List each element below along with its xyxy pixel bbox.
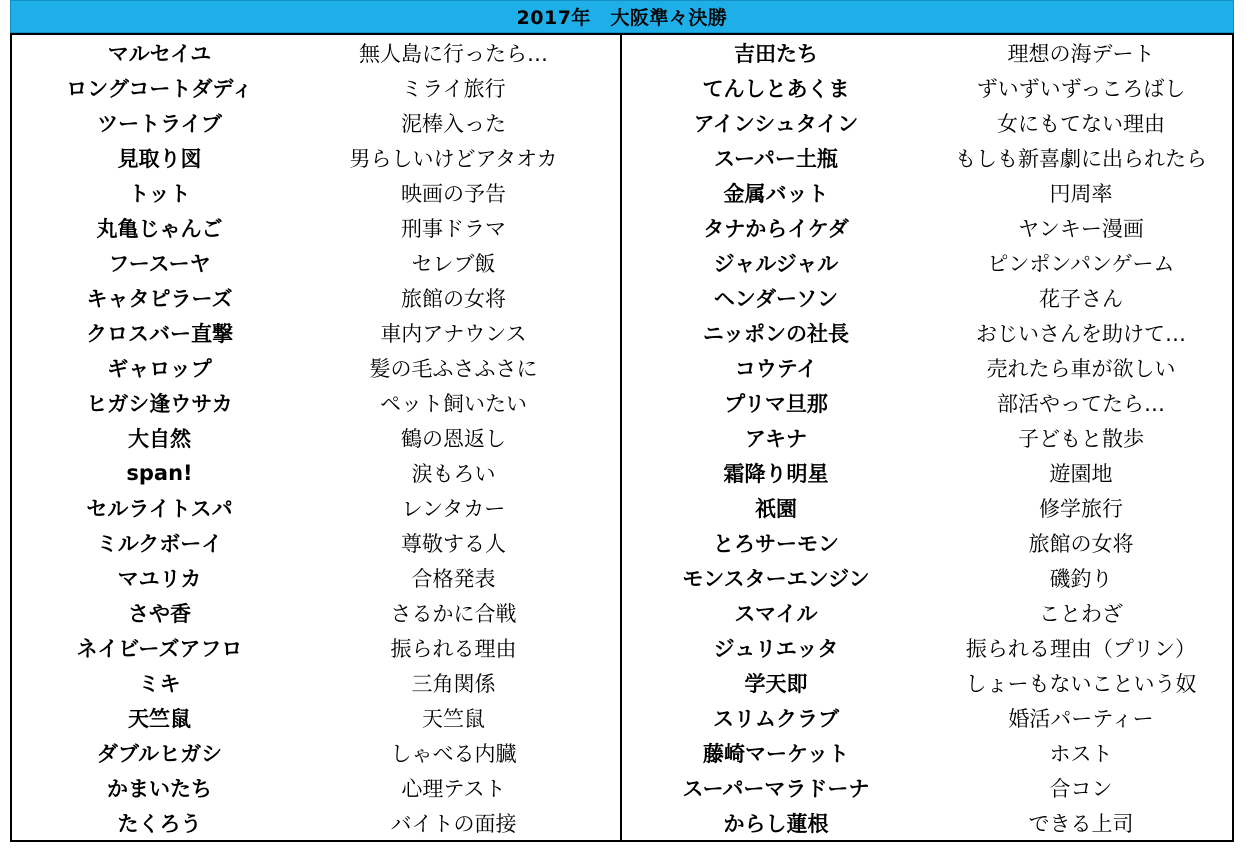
table-row [622,735,1232,770]
neta-theme: 円周率 [1049,181,1113,206]
neta-theme: 磯釣り [1049,566,1113,591]
neta-theme: 婚活パーティー [1008,706,1154,731]
combi-name: 霜降り明星 [723,461,829,486]
combi-name: ロングコートダディ [66,76,253,101]
neta-theme: 売れたら車が欲しい [986,356,1176,381]
table-row [622,770,1232,805]
combi-name: たくろう [117,811,202,836]
table-row [12,805,620,840]
combi-name: ダブルヒガシ [96,741,223,766]
combi-name: ヒガシ逢ウサカ [86,391,233,416]
combi-name: 大自然 [128,426,191,451]
neta-theme: ピンポンパンゲーム [987,251,1175,276]
combi-name: ニッポンの社長 [702,321,850,346]
table-right-half [622,35,1232,840]
neta-theme: 刑事ドラマ [401,216,506,241]
table-row [12,630,620,665]
table-row [622,455,1232,490]
sheet-title: 2017年 大阪準々決勝 [10,0,1234,33]
table-row [622,700,1232,735]
combi-name: スリムクラブ [712,706,839,731]
table-row [622,420,1232,455]
neta-theme: 涙もろい [411,461,496,486]
neta-theme: ヤンキー漫画 [1018,216,1144,241]
neta-theme: ずいずいずっころばし [976,76,1186,101]
combi-name: ジャルジャル [713,251,839,276]
neta-theme: 天竺鼠 [422,706,485,731]
neta-theme: 男らしいけどアタオカ [349,146,558,171]
table-row [12,735,620,770]
neta-theme: 合コン [1049,776,1113,801]
neta-theme: おじいさんを助けて… [975,321,1186,346]
neta-theme: ことわざ [1038,601,1123,626]
combi-name: かまいたち [107,776,212,801]
table-row [622,105,1232,140]
neta-theme: ペット飼いたい [380,391,527,416]
table-row [12,175,620,210]
combi-name: 丸亀じゃんご [96,216,223,241]
table-row [12,770,620,805]
combi-name: アインシュタイン [693,111,859,136]
combi-name: ミキ [138,671,181,696]
neta-theme: 尊敬する人 [401,531,506,556]
table-left-half [12,35,622,840]
neta-theme: 子どもと散歩 [1017,426,1144,451]
combi-name: プリマ旦那 [724,391,828,416]
table-row [12,210,620,245]
table-row [622,245,1232,280]
neta-theme: 部活やってたら… [996,391,1165,416]
neta-theme: バイトの面接 [390,811,517,836]
combi-name: トット [128,181,191,206]
neta-theme: 修学旅行 [1038,496,1123,521]
table-row [622,630,1232,665]
neta-theme: ホスト [1049,741,1113,766]
combi-name: マルセイユ [107,41,212,66]
combi-name: クロスバー直撃 [86,321,233,346]
table-row [622,665,1232,700]
neta-theme: 鶴の恩返し [401,426,506,451]
neta-theme: 女にもてない理由 [996,111,1165,136]
table-row [622,805,1232,840]
table-row [12,315,620,350]
table-row [12,490,620,525]
neta-theme: 車内アナウンス [380,321,527,346]
neta-theme: 遊園地 [1049,461,1113,486]
table-row [622,280,1232,315]
combi-name: モンスターエンジン [682,566,870,591]
neta-theme: できる上司 [1028,811,1134,836]
combi-name: マユリカ [117,566,202,591]
table-row [622,350,1232,385]
table-row [622,560,1232,595]
table-row [622,35,1232,70]
table-row [12,420,620,455]
combi-name: ネイビーズアフロ [76,636,243,661]
combi-name: 天竺鼠 [128,706,191,731]
combi-name: さや香 [128,601,191,626]
table-row [622,315,1232,350]
neta-theme: 無人島に行ったら… [359,41,548,66]
neta-theme: 泥棒入った [401,111,506,136]
table-row [12,560,620,595]
combi-name: キャタピラーズ [86,286,233,311]
table-row [622,490,1232,525]
results-sheet [10,0,1234,842]
table-row [622,140,1232,175]
neta-theme: しょーもないこという奴 [965,671,1197,696]
combi-name: 祇園 [754,496,797,521]
combi-name: ジュリエッタ [713,636,839,661]
combi-name: ヘンダーソン [713,286,839,311]
neta-theme: 心理テスト [401,776,506,801]
table-row [12,350,620,385]
combi-name: スーパー土瓶 [714,146,838,171]
table-row [622,210,1232,245]
table-row [12,385,620,420]
table-row [12,70,620,105]
neta-theme: 映画の予告 [401,181,506,206]
combi-name: セルライトスパ [86,496,233,521]
neta-theme: しゃべる内臓 [390,741,517,766]
neta-theme: さるかに合戦 [390,601,517,626]
table-row [12,665,620,700]
neta-theme: 髪の毛ふさふさに [369,356,538,381]
combi-name: フースーヤ [108,251,211,276]
neta-theme: 三角関係 [411,671,496,696]
neta-theme: 理想の海デート [1007,41,1155,66]
combi-name: 金属バット [723,181,829,206]
combi-name: てんしとあくま [702,76,850,101]
neta-theme: 旅館の女将 [1028,531,1134,556]
table-row [12,35,620,70]
table-row [12,700,620,735]
combi-name: コウテイ [734,356,818,381]
table-row [12,525,620,560]
table-row [12,455,620,490]
combi-name: からし蓮根 [723,811,829,836]
table-row [622,175,1232,210]
table-row [12,595,620,630]
combi-name: 見取り図 [117,146,202,171]
combi-name: タナからイケダ [703,216,849,241]
combi-name: span! [126,460,193,485]
combi-name: スマイル [734,601,818,626]
table-row [12,245,620,280]
neta-theme: もしも新喜劇に出られたら [954,146,1207,171]
results-table [10,33,1234,842]
combi-name: ミルクボーイ [96,531,223,556]
neta-theme: 合格発表 [411,566,496,591]
neta-theme: 振られる理由 [390,636,517,661]
table-row [12,280,620,315]
combi-name: ギャロップ [107,356,212,381]
combi-name: 藤崎マーケット [703,741,849,766]
combi-name: ツートライブ [97,111,222,136]
table-row [12,140,620,175]
combi-name: アキナ [744,426,808,451]
neta-theme: 花子さん [1038,286,1123,311]
table-row [622,595,1232,630]
combi-name: 学天即 [744,671,808,696]
neta-theme: レンタカー [401,496,506,521]
combi-name: スーパーマラドーナ [682,776,870,801]
neta-theme: 振られる理由（プリン） [965,636,1197,661]
table-row [622,70,1232,105]
table-row [12,105,620,140]
table-row [622,525,1232,560]
combi-name: 吉田たち [733,41,818,66]
neta-theme: セレブ飯 [411,251,496,276]
neta-theme: ミライ旅行 [401,76,506,101]
table-row [622,385,1232,420]
neta-theme: 旅館の女将 [401,286,506,311]
combi-name: とろサーモン [712,531,839,556]
